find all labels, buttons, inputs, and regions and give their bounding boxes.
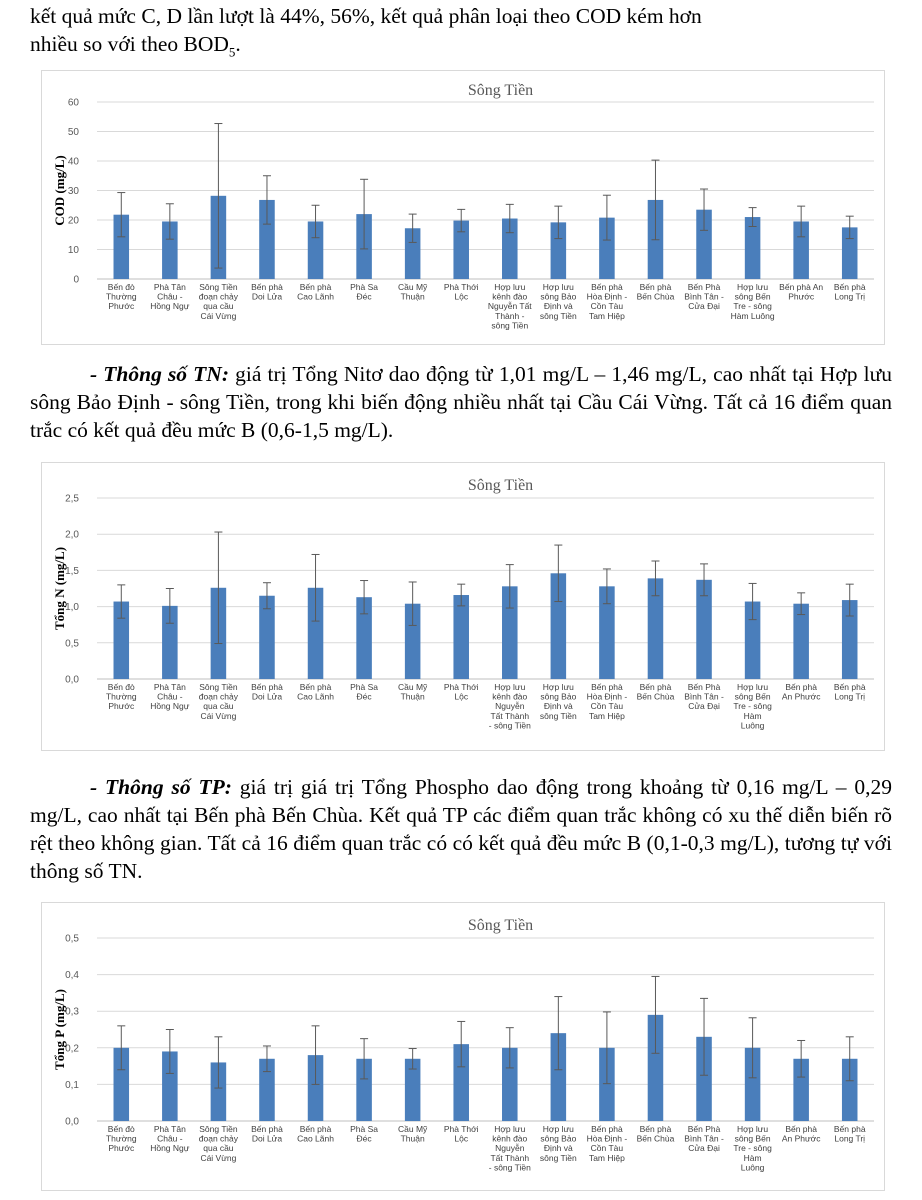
chart-title: Sông Tiền xyxy=(467,917,534,934)
category-label xyxy=(587,282,628,321)
category-label-line: đoạn chảy xyxy=(198,691,239,702)
y-tick-label: 1,5 xyxy=(65,565,79,577)
category-label-line: Hàm xyxy=(743,1152,762,1163)
cod-chart xyxy=(41,70,885,345)
tn-chart xyxy=(41,462,885,751)
category-label-line: Cao Lãnh xyxy=(297,1133,334,1144)
intro-paragraph xyxy=(30,2,892,66)
category-label xyxy=(684,282,724,311)
category-label-line: Bến đò xyxy=(107,1124,135,1134)
category-label-line: Cầu Mỹ xyxy=(398,282,428,292)
category-label-line: Bến phà xyxy=(299,282,332,292)
category-label-line: sông Tiền xyxy=(539,310,577,321)
category-label-line: Cồn Tàu xyxy=(590,301,624,312)
category-label-line: Nguyễn Tất xyxy=(487,301,532,312)
category-label xyxy=(540,1124,577,1163)
y-tick-label: 60 xyxy=(67,97,79,109)
category-label-line: kênh đào xyxy=(492,691,528,702)
intro-line-2: nhiều so với theo BOD xyxy=(30,32,229,56)
category-label-line: Thành - xyxy=(495,310,525,321)
category-label-line: Bến Chùa xyxy=(636,291,675,302)
category-label-line: Thuận xyxy=(400,691,425,702)
category-label-line: Hồng Ngự xyxy=(150,701,190,712)
tp-label: - Thông số TP: xyxy=(90,775,232,799)
category-label-line: Thường xyxy=(105,691,137,702)
category-label-line: kênh đào xyxy=(492,1133,528,1144)
category-label-line: Sông Tiền xyxy=(199,1124,238,1134)
category-label xyxy=(782,682,821,702)
category-label xyxy=(444,682,479,702)
category-label-line: Phà Sa xyxy=(350,282,379,292)
category-label-line: sông Bảo xyxy=(540,1133,577,1144)
category-label-line: Tất Thành xyxy=(490,710,530,721)
category-label-line: Bến phà xyxy=(299,1124,332,1134)
category-label-line: Hàm xyxy=(743,710,762,721)
category-label-line: Bến Chùa xyxy=(636,1133,675,1144)
category-label-line: Bến phà xyxy=(639,1124,672,1134)
category-label xyxy=(444,1124,479,1144)
category-label-line: Cửa Đại xyxy=(688,301,720,312)
category-label-line: Tam Hiệp xyxy=(588,710,625,721)
category-label xyxy=(150,682,190,711)
category-label-line: Cửa Đại xyxy=(688,701,720,712)
category-label xyxy=(398,1124,428,1144)
category-label-line: Tam Hiệp xyxy=(588,1152,625,1163)
category-label xyxy=(199,282,239,321)
category-label-line: Bến phà xyxy=(639,282,672,292)
y-tick-label: 0,4 xyxy=(65,970,79,982)
y-tick-label: 2,0 xyxy=(65,529,79,541)
category-label-line: Phước xyxy=(108,1143,135,1154)
category-label-line: Hợp lưu xyxy=(737,1124,769,1134)
category-label xyxy=(251,1124,283,1144)
category-label-line: Thường xyxy=(105,291,137,302)
category-label-line: Hòa Định - xyxy=(586,691,628,702)
category-label-line: sông Bảo xyxy=(540,691,577,702)
category-label xyxy=(637,682,675,702)
category-label-line: Bến phà xyxy=(251,282,283,292)
category-label-line: sông Bến xyxy=(734,291,771,302)
category-label-line: Định và xyxy=(543,301,573,312)
category-label-line: Hồng Ngự xyxy=(150,301,190,312)
category-label xyxy=(782,1124,821,1144)
category-label-line: Phước xyxy=(108,701,135,712)
category-label xyxy=(106,1124,137,1153)
intro-line-1: kết quả mức C, D lần lượt là 44%, 56%, kết quả phân loại theo COD kém hơn xyxy=(30,4,702,28)
category-label-line: Thường xyxy=(105,1133,137,1144)
category-label xyxy=(297,1124,334,1144)
y-tick-label: 20 xyxy=(67,215,79,227)
category-label-line: Luông xyxy=(740,1162,765,1173)
category-label-line: Phà Thới xyxy=(443,682,479,692)
category-label-line: Tất Thành xyxy=(490,1152,530,1163)
category-label-line: Hợp lưu xyxy=(494,1124,526,1134)
category-label xyxy=(834,1124,866,1144)
y-tick-label: 30 xyxy=(67,186,79,197)
category-label xyxy=(150,1124,190,1153)
category-label-line: Hợp lưu xyxy=(737,282,769,292)
category-label-line: Phà Sa xyxy=(350,682,379,692)
category-label xyxy=(106,282,137,311)
cod-chart-svg xyxy=(42,71,884,344)
category-label xyxy=(251,282,283,302)
category-label xyxy=(199,1124,239,1163)
category-label-line: Hợp lưu xyxy=(542,682,574,692)
category-label-line: Hồng Ngự xyxy=(150,1143,190,1154)
category-label xyxy=(684,1124,724,1153)
category-label-line: Bến phà xyxy=(591,1124,623,1134)
tn-chart-svg xyxy=(42,463,884,750)
category-label-line: Tre - sông xyxy=(733,301,772,312)
category-label-line: Định và xyxy=(543,1143,573,1154)
category-label xyxy=(199,682,239,721)
category-label-line: Bến phà xyxy=(833,682,866,692)
category-label-line: Phước xyxy=(108,301,135,312)
category-label xyxy=(350,682,378,702)
category-label-line: Bến đò xyxy=(107,682,135,692)
category-label xyxy=(779,282,823,302)
y-tick-label: 0,0 xyxy=(65,674,79,686)
category-label-line: đoạn chảy xyxy=(198,291,239,302)
category-label-line: Cồn Tàu xyxy=(590,701,624,712)
category-label-line: Cầu Mỹ xyxy=(398,1124,428,1134)
category-label-line: Bến phà xyxy=(251,682,283,692)
category-label-line: Hợp lưu xyxy=(542,1124,574,1134)
category-label-line: Cao Lãnh xyxy=(297,291,334,302)
category-label-line: Doi Lửa xyxy=(251,1133,283,1144)
category-label-line: Lộc xyxy=(454,691,469,702)
category-label-line: Bến Phà xyxy=(687,282,721,292)
category-label-line: Tre - sông xyxy=(733,701,772,712)
category-label-line: Cái Vừng xyxy=(200,310,237,321)
category-label-line: Hợp lưu xyxy=(542,282,574,292)
category-label xyxy=(488,282,532,330)
category-label-line: Phà Tân xyxy=(153,1124,186,1134)
category-label xyxy=(444,282,479,302)
y-tick-label: 40 xyxy=(67,156,79,168)
category-label-line: Bến phà xyxy=(833,282,866,292)
category-label xyxy=(350,1124,378,1144)
tp-chart-svg xyxy=(42,903,884,1190)
y-tick-label: 0 xyxy=(73,274,79,286)
category-label-line: Luông xyxy=(740,720,765,731)
category-label-line: Bình Tân - xyxy=(684,291,724,302)
bar xyxy=(453,595,469,679)
category-label xyxy=(587,1124,628,1163)
category-label xyxy=(733,682,772,730)
category-label-line: Cửa Đại xyxy=(688,1143,720,1154)
y-tick-label: 0,5 xyxy=(65,638,79,650)
y-tick-label: 0,3 xyxy=(65,1006,79,1018)
y-tick-label: 0,5 xyxy=(65,933,79,945)
category-label-line: Hòa Định - xyxy=(586,291,628,302)
category-label-line: An Phước xyxy=(781,1133,821,1144)
category-label xyxy=(731,282,775,321)
category-label-line: sông Tiền xyxy=(539,710,577,721)
category-label xyxy=(834,282,866,302)
category-label-line: Bến phà xyxy=(785,682,817,692)
intro-line-2-suffix: . xyxy=(235,32,241,56)
category-label xyxy=(251,682,283,702)
category-label-line: Tre - sông xyxy=(733,1143,772,1154)
category-label-line: Đéc xyxy=(356,691,372,702)
category-label-line: Bến Phà xyxy=(687,1124,721,1134)
category-label-line: An Phước xyxy=(781,691,821,702)
y-tick-label: 50 xyxy=(67,127,79,138)
category-label-line: Bến phà An xyxy=(779,282,824,292)
category-label-line: Bến phà xyxy=(639,682,672,692)
category-label xyxy=(106,682,137,711)
category-label-line: Bến phà xyxy=(785,1124,817,1134)
category-label-line: Sông Tiền xyxy=(199,682,238,692)
category-label-line: Phà Sa xyxy=(350,1124,379,1134)
category-label-line: Đéc xyxy=(356,1133,372,1144)
category-label-line: Phước xyxy=(788,291,815,302)
y-tick-label: 1,0 xyxy=(65,602,79,614)
category-label xyxy=(297,282,334,302)
category-label-line: - sông Tiền xyxy=(488,1162,531,1173)
chart-title: Sông Tiền xyxy=(467,82,534,99)
category-label xyxy=(350,282,378,302)
category-label-line: qua cầu xyxy=(203,1143,234,1154)
category-label-line: Nguyễn xyxy=(495,701,525,712)
category-label-line: Đéc xyxy=(356,291,372,302)
chart-title: Sông Tiền xyxy=(467,477,534,494)
category-label-line: Sông Tiền xyxy=(199,282,238,292)
category-label xyxy=(150,282,190,311)
category-label xyxy=(398,282,428,302)
category-label-line: Cầu Mỹ xyxy=(398,682,428,692)
tp-text: giá trị giá trị Tổng Phospho dao động trong khoảng từ 0,16 mg/L – 0,29 mg/L, cao nhất tại Bến phà Bến Chùa. Kết quả TP các điểm quan trắc không có xu thế diễn biến rõ rệt theo không gian. Tất cả 16 điểm quan trắc có có kết quả đều mức B (0,1-0,3 mg/L), tương tự với thông số TN. xyxy=(30,775,892,883)
category-label-line: Hợp lưu xyxy=(494,682,526,692)
category-label-line: Doi Lửa xyxy=(251,291,283,302)
category-label xyxy=(684,682,724,711)
category-label-line: Cái Vừng xyxy=(200,710,237,721)
category-label xyxy=(637,1124,675,1144)
category-label-line: Hợp lưu xyxy=(737,682,769,692)
category-label-line: Thuận xyxy=(400,1133,425,1144)
category-label-line: Châu - xyxy=(157,291,183,302)
category-label-line: Bến phà xyxy=(251,1124,283,1134)
category-label-line: qua cầu xyxy=(203,701,234,712)
category-label-line: Bến phà xyxy=(591,682,623,692)
category-label xyxy=(587,682,628,721)
y-tick-label: 2,5 xyxy=(65,493,79,505)
y-axis-label: Tổng N (mg/L) xyxy=(52,546,67,631)
category-label-line: Bình Tân - xyxy=(684,691,724,702)
category-label xyxy=(733,1124,772,1172)
category-label-line: Phà Tân xyxy=(153,682,186,692)
tp-chart xyxy=(41,902,885,1191)
tp-paragraph xyxy=(30,773,892,885)
category-label-line: Bến đò xyxy=(107,282,135,292)
category-label-line: Long Trị xyxy=(834,691,866,702)
category-label-line: Bến phà xyxy=(299,682,332,692)
category-label xyxy=(398,682,428,702)
category-label-line: Long Trị xyxy=(834,291,866,302)
category-label-line: Châu - xyxy=(157,691,183,702)
category-label xyxy=(540,682,577,721)
category-label xyxy=(637,282,675,302)
category-label-line: sông Tiền xyxy=(491,320,529,331)
category-label-line: Cao Lãnh xyxy=(297,691,334,702)
category-label-line: - sông Tiền xyxy=(488,720,531,731)
y-axis-label: COD (mg/L) xyxy=(52,155,67,226)
category-label-line: Hòa Định - xyxy=(586,1133,628,1144)
category-label-line: Châu - xyxy=(157,1133,183,1144)
y-tick-label: 0,2 xyxy=(65,1043,79,1055)
bod-subscript: 5 xyxy=(228,44,236,60)
category-label-line: Tam Hiệp xyxy=(588,310,625,321)
tn-label: - Thông số TN: xyxy=(90,362,229,386)
y-tick-label: 0,0 xyxy=(65,1116,79,1128)
category-label-line: đoạn chảy xyxy=(198,1133,239,1144)
category-label xyxy=(489,1124,531,1172)
category-label-line: Bến Phà xyxy=(687,682,721,692)
category-label-line: sông Bảo xyxy=(540,291,577,302)
category-label-line: qua cầu xyxy=(203,301,234,312)
tn-paragraph xyxy=(30,360,892,444)
category-label-line: Phà Thới xyxy=(443,282,479,292)
category-label-line: Hàm Luông xyxy=(730,310,775,321)
category-label-line: Bến phà xyxy=(591,282,623,292)
category-label-line: Định và xyxy=(543,701,573,712)
category-label-line: Doi Lửa xyxy=(251,691,283,702)
category-label-line: Hợp lưu xyxy=(494,282,526,292)
category-label-line: Long Trị xyxy=(834,1133,866,1144)
category-label-line: Bình Tân - xyxy=(684,1133,724,1144)
y-tick-label: 10 xyxy=(67,245,79,256)
category-label-line: Lộc xyxy=(454,1133,469,1144)
category-label-line: Phà Thới xyxy=(443,1124,479,1134)
category-label-line: Nguyễn xyxy=(495,1143,525,1154)
category-label xyxy=(834,682,866,702)
category-label-line: sông Bến xyxy=(734,691,771,702)
category-label xyxy=(489,682,531,730)
category-label xyxy=(540,282,577,321)
y-tick-label: 0,1 xyxy=(65,1079,79,1091)
category-label xyxy=(297,682,334,702)
category-label-line: Bến phà xyxy=(833,1124,866,1134)
y-axis-label: Tổng P (mg/L) xyxy=(52,989,67,1070)
category-label-line: Lộc xyxy=(454,291,469,302)
category-label-line: kênh đào xyxy=(492,291,528,302)
tn-text: giá trị Tổng Nitơ dao động từ 1,01 mg/L – 1,46 mg/L, cao nhất tại Hợp lưu sông Bảo Định - sông Tiền, trong khi biến động nhiều nhất tại Cầu Cái Vừng. Tất cả 16 điểm quan trắc có kết quả đều mức B (0,6-1,5 mg/L). xyxy=(30,362,892,442)
category-label-line: sông Bến xyxy=(734,1133,771,1144)
category-label-line: Bến Chùa xyxy=(636,691,675,702)
category-label-line: sông Tiền xyxy=(539,1152,577,1163)
category-label-line: Thuận xyxy=(400,291,425,302)
category-label-line: Cái Vừng xyxy=(200,1152,237,1163)
category-label-line: Cồn Tàu xyxy=(590,1143,624,1154)
category-label-line: Phà Tân xyxy=(153,282,186,292)
